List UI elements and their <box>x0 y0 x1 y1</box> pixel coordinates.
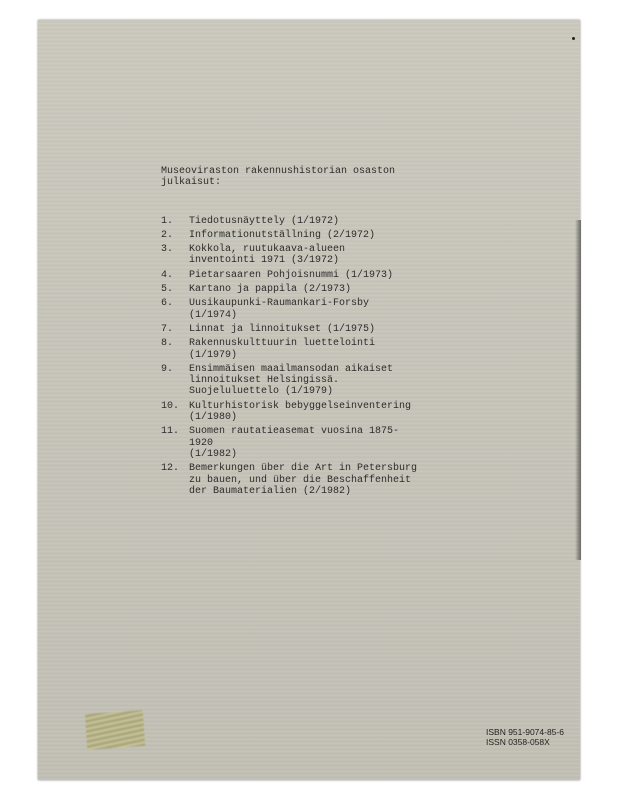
publication-item <box>161 216 421 227</box>
publication-item <box>161 244 421 267</box>
publication-number: 9. <box>161 363 174 375</box>
page-edge-shadow <box>575 220 581 560</box>
publication-title: Informationutställning (2/1972) <box>189 229 376 241</box>
library-stamp <box>85 710 145 750</box>
publication-number: 6. <box>161 298 174 310</box>
publication-number: 2. <box>161 229 174 241</box>
publication-item <box>161 284 421 295</box>
publication-number: 7. <box>161 323 174 335</box>
publication-title: Uusikaupunki-Raumankari-Forsby (1/1974) <box>189 298 370 321</box>
publication-title: Suomen rautatieasemat vuosina 1875-1920 (1/1982) <box>189 426 400 460</box>
publication-item <box>161 463 421 497</box>
publication-list-block <box>161 166 421 500</box>
publication-title: Bemerkungen über die Art in Petersburg zu bauen, und über die Beschaffenheit der Baumaterialien (2/1982) <box>189 463 418 497</box>
publication-number: 1. <box>161 215 174 227</box>
publication-title: Linnat ja linnoitukset (1/1975) <box>189 323 376 335</box>
publication-number: 12. <box>161 463 180 475</box>
ink-speck <box>572 37 575 40</box>
publication-item <box>161 298 421 321</box>
publication-item <box>161 324 421 335</box>
list-heading: Museoviraston rakennushistorian osaston julkaisut: <box>161 166 396 189</box>
publication-list <box>161 216 421 498</box>
publication-title: Kartano ja pappila (2/1973) <box>189 284 352 296</box>
publication-title: Pietarsaaren Pohjoisnummi (1/1973) <box>189 269 394 281</box>
publication-item <box>161 338 421 361</box>
publication-number: 4. <box>161 269 174 281</box>
isbn-number: ISBN 951-9074-85-6 <box>486 727 564 737</box>
issn-number: ISSN 0358-058X <box>486 737 550 747</box>
publication-item <box>161 364 421 398</box>
publication-number: 5. <box>161 284 174 296</box>
publication-number: 10. <box>161 400 180 412</box>
publication-number: 3. <box>161 244 174 256</box>
publication-number: 8. <box>161 338 174 350</box>
publication-item <box>161 270 421 281</box>
publication-title: Ensimmäisen maailmansodan aikaiset linnoitukset Helsingissä. Suojeluluettelo (1/1979) <box>189 363 394 398</box>
publication-number: 11. <box>161 426 180 438</box>
publication-title: Tiedotusnäyttely (1/1972) <box>189 215 340 227</box>
publication-title: Kokkola, ruutukaava-alueen inventointi 1971 (3/1972) <box>189 244 346 267</box>
publication-title: Kulturhistorisk bebyggelseinventering (1/1980) <box>189 400 412 424</box>
publication-item <box>161 230 421 241</box>
identifier-block <box>486 727 564 747</box>
publication-title: Rakennuskulttuurin luettelointi (1/1979) <box>189 338 376 361</box>
publication-item <box>161 426 421 460</box>
publication-item <box>161 401 421 424</box>
